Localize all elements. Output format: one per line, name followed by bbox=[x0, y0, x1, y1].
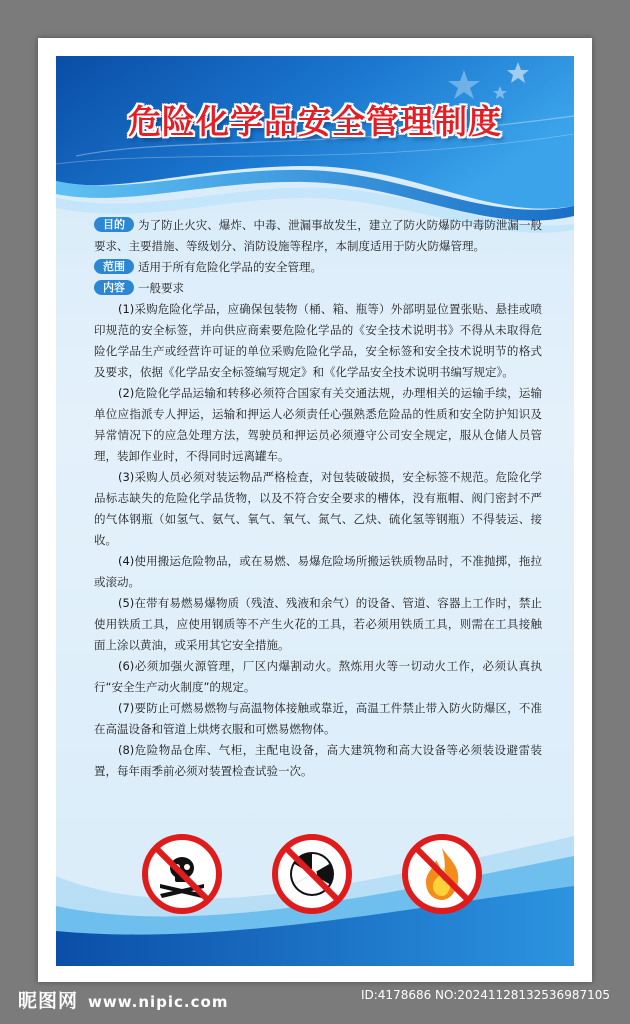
purpose-text: 为了防止火灾、爆炸、中毒、泄漏事故发生，建立了防火防爆防中毒防泄漏一般要求、主要措施、等级划分、消防设施等程序，本制度适用于防火防爆管理。 bbox=[94, 218, 542, 253]
rule-item-4: (4)使用搬运危险物品，或在易燃、易爆危险场所搬运铁质物品时，不准抛掷，拖拉或滚动。 bbox=[94, 554, 542, 589]
rule-item-2: (2)危险化学品运输和转移必须符合国家有关交通法规，办理相关的运输手续，运输单位应指派专人押运，运输和押运人必须责任心强熟悉危险品的性质和安全防护知识及异常情况下的应急处理方法，驾驶员和押运员必须遵守公司安全规定，服从仓储人员管理，装卸作业时，不得同时远离罐车。 bbox=[94, 386, 542, 463]
scope-section bbox=[94, 257, 542, 278]
safety-poster bbox=[56, 56, 574, 966]
rule-item-3: (3)采购人员必须对装运物品严格检查，对包装破破损，安全标签不规范。危险化学品标志缺失的危险化学品货物，以及不符合安全要求的槽体，没有瓶帽、阀门密封不严的气体钢瓶（如氢气、氨气、氧气、氧气、氮气、乙炔、硫化氢等钢瓶）不得装运、接收。 bbox=[94, 470, 542, 547]
scope-text: 适用于所有危险化学品的安全管理。 bbox=[138, 260, 322, 274]
content-intro: 一般要求 bbox=[138, 281, 184, 295]
content-tag: 内容 bbox=[94, 280, 134, 295]
no-toxic-sign bbox=[140, 832, 224, 916]
rule-item-6: (6)必须加强火源管理，厂区内爆割动火。熬炼用火等一切动火工作，必须认真执行“安全生产动火制度”的规定。 bbox=[94, 659, 542, 694]
poster-body bbox=[94, 215, 542, 782]
rule-item-1: (1)采购危险化学品，应确保包装物（桶、箱、瓶等）外部明显位置张贴、悬挂或喷印规范的安全标签，并向供应商索要危险化学品的《安全技术说明书》不得从未取得危险化学品生产或经营许可证的单位采购危险化学品，安全标签和安全技术说明节的格式及要求，依据《化学品安全标签编写规定》和《化学品安全技术说明书编写规定》。 bbox=[94, 302, 542, 379]
site-url: www.nipic.com bbox=[88, 993, 229, 1011]
site-watermark bbox=[18, 986, 228, 1013]
purpose-tag: 目的 bbox=[94, 217, 134, 232]
no-radiation-sign bbox=[270, 832, 354, 916]
site-name: 昵图网 bbox=[18, 990, 79, 1012]
image-id-watermark: ID:4178686 NO:20241128132536987105 bbox=[360, 988, 610, 1002]
top-wave-decoration bbox=[56, 56, 574, 241]
prohibition-signs bbox=[56, 830, 574, 920]
rule-item-7: (7)要防止可燃易燃物与高温物体接触或靠近，高温工件禁止带入防火防爆区，不准在高温设备和管道上烘烤衣服和可燃易燃物体。 bbox=[94, 701, 542, 736]
rule-item-5: (5)在带有易燃易爆物质（残渣、残液和余气）的设备、管道、容器上工作时，禁止使用铁质工具，应使用钢质等不产生火花的工具，若必须用铁质工具，则需在工具接触面上涂以黄油，或采用其它安全措施。 bbox=[94, 596, 542, 652]
purpose-section bbox=[94, 215, 542, 257]
content-section bbox=[94, 278, 542, 299]
scope-tag: 范围 bbox=[94, 259, 134, 274]
rule-item-8: (8)危险物品仓库、气柜，主配电设备，高大建筑物和高大设备等必须装设避雷装置，每年雨季前必须对装置检查试验一次。 bbox=[94, 743, 542, 778]
no-fire-sign bbox=[400, 832, 484, 916]
poster-title: 危险化学品安全管理制度 bbox=[128, 102, 502, 141]
